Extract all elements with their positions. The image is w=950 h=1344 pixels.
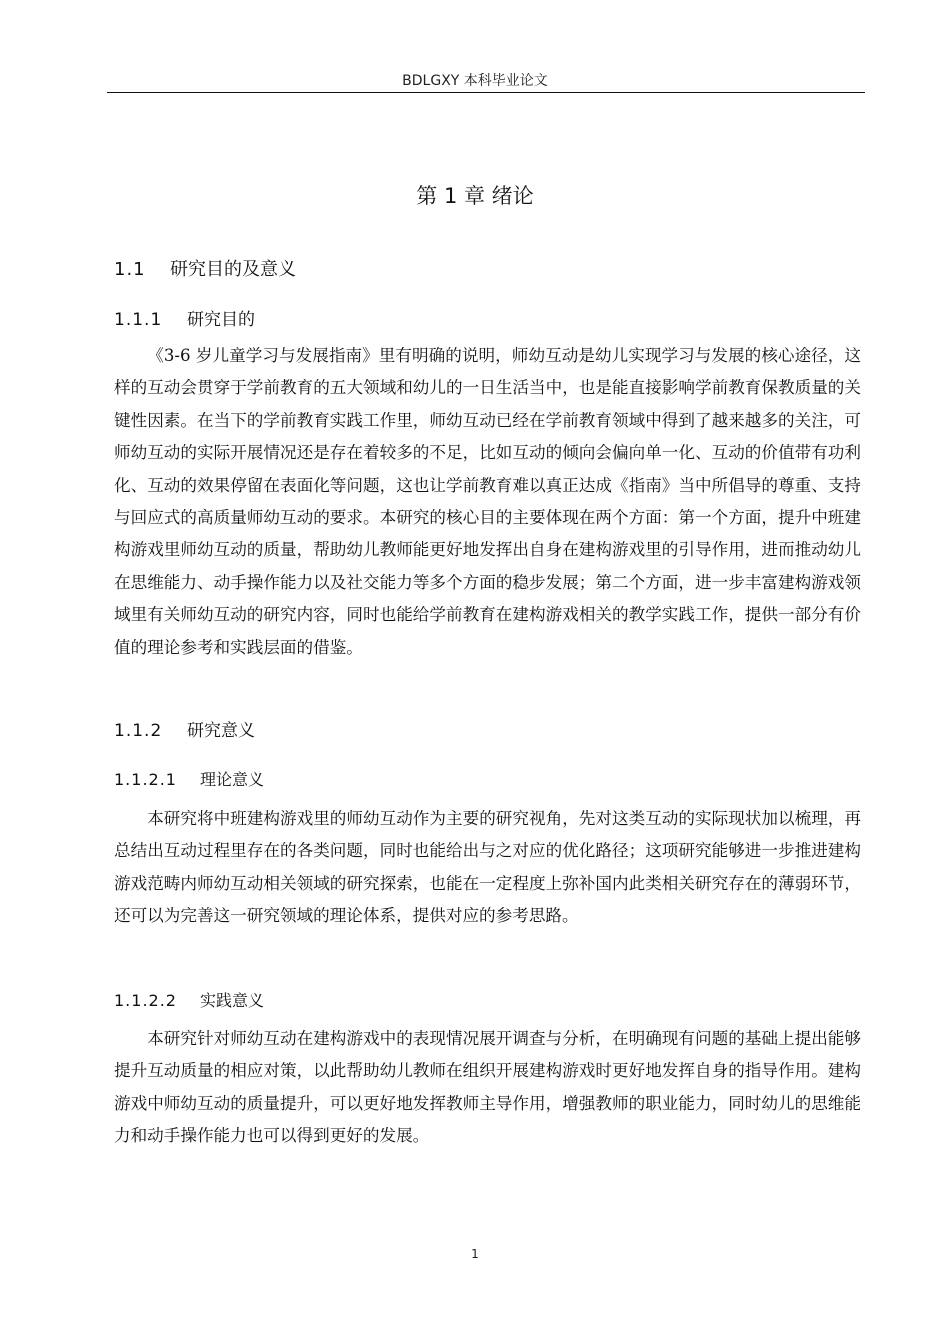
section-heading-1-1-1 <box>114 305 255 330</box>
page-number: 1 <box>471 1247 479 1261</box>
section-heading-1-1-2-2 <box>114 988 264 1011</box>
section-number: 1.1.2.2 <box>114 991 177 1010</box>
section-heading-1-1 <box>114 255 296 281</box>
section-number: 1.1.1 <box>114 310 163 330</box>
section-number: 1.1.2 <box>114 721 163 741</box>
section-number: 1.1.2.1 <box>114 770 177 789</box>
section-heading-1-1-2-1 <box>114 767 264 790</box>
paragraph-practical-significance: 本研究针对师幼互动在建构游戏中的表现情况展开调查与分析，在明确现有问题的基础上提出能够提升互动质量的相应对策，以此帮助幼儿教师在组织开展建构游戏时更好地发挥自身的指导作用。建构游戏中师幼互动的质量提升，可以更好地发挥教师主导作用，增强教师的职业能力，同时幼儿的思维能力和动手操作能力也可以得到更好的发展。 <box>114 1029 861 1146</box>
running-header: BDLGXY 本科毕业论文 <box>402 73 548 89</box>
paragraph-theoretical-significance: 本研究将中班建构游戏里的师幼互动作为主要的研究视角，先对这类互动的实际现状加以梳理，再总结出互动过程里存在的各类问题，同时也能给出与之对应的优化路径；这项研究能够进一步推进建构游戏范畴内师幼互动相关领域的研究探索，也能在一定程度上弥补国内此类相关研究存在的薄弱环节，还可以为完善这一研究领域的理论体系，提供对应的参考思路。 <box>114 809 861 926</box>
header-rule <box>107 92 865 93</box>
section-number: 1.1 <box>114 259 146 280</box>
paragraph-research-purpose: 《3-6 岁儿童学习与发展指南》里有明确的说明，师幼互动是幼儿实现学习与发展的核心途径，这样的互动会贯穿于学前教育的五大领域和幼儿的一日生活当中，也是能直接影响学前教育保教质量的关键性因素。在当下的学前教育实践工作里，师幼互动已经在学前教育领域中得到了越来越多的关注，可师幼互动的实际开展情况还是存在着较多的不足，比如互动的倾向会偏向单一化、互动的价值带有功利化、互动的效果停留在表面化等问题，这也让学前教育难以真正达成《指南》当中所倡导的尊重、支持与回应式的高质量师幼互动的要求。本研究的核心目的主要体现在两个方面：第一个方面，提升中班建构游戏里师幼互动的质量，帮助幼儿教师能更好地发挥出自身在建构游戏里的引导作用，进而推动幼儿在思维能力、动手操作能力以及社交能力等多个方面的稳步发展；第二个方面，进一步丰富建构游戏领域里有关师幼互动的研究内容，同时也能给学前教育在建构游戏相关的教学实践工作，提供一部分有价值的理论参考和实践层面的借鉴。 <box>114 346 861 657</box>
section-title: 实践意义 <box>200 991 265 1010</box>
chapter-title: 第 1 章 绪论 <box>416 184 534 208</box>
section-title: 理论意义 <box>200 770 265 789</box>
section-heading-1-1-2 <box>114 716 255 741</box>
section-title: 研究意义 <box>187 721 255 741</box>
section-title: 研究目的及意义 <box>170 259 296 280</box>
section-title: 研究目的 <box>187 310 255 330</box>
